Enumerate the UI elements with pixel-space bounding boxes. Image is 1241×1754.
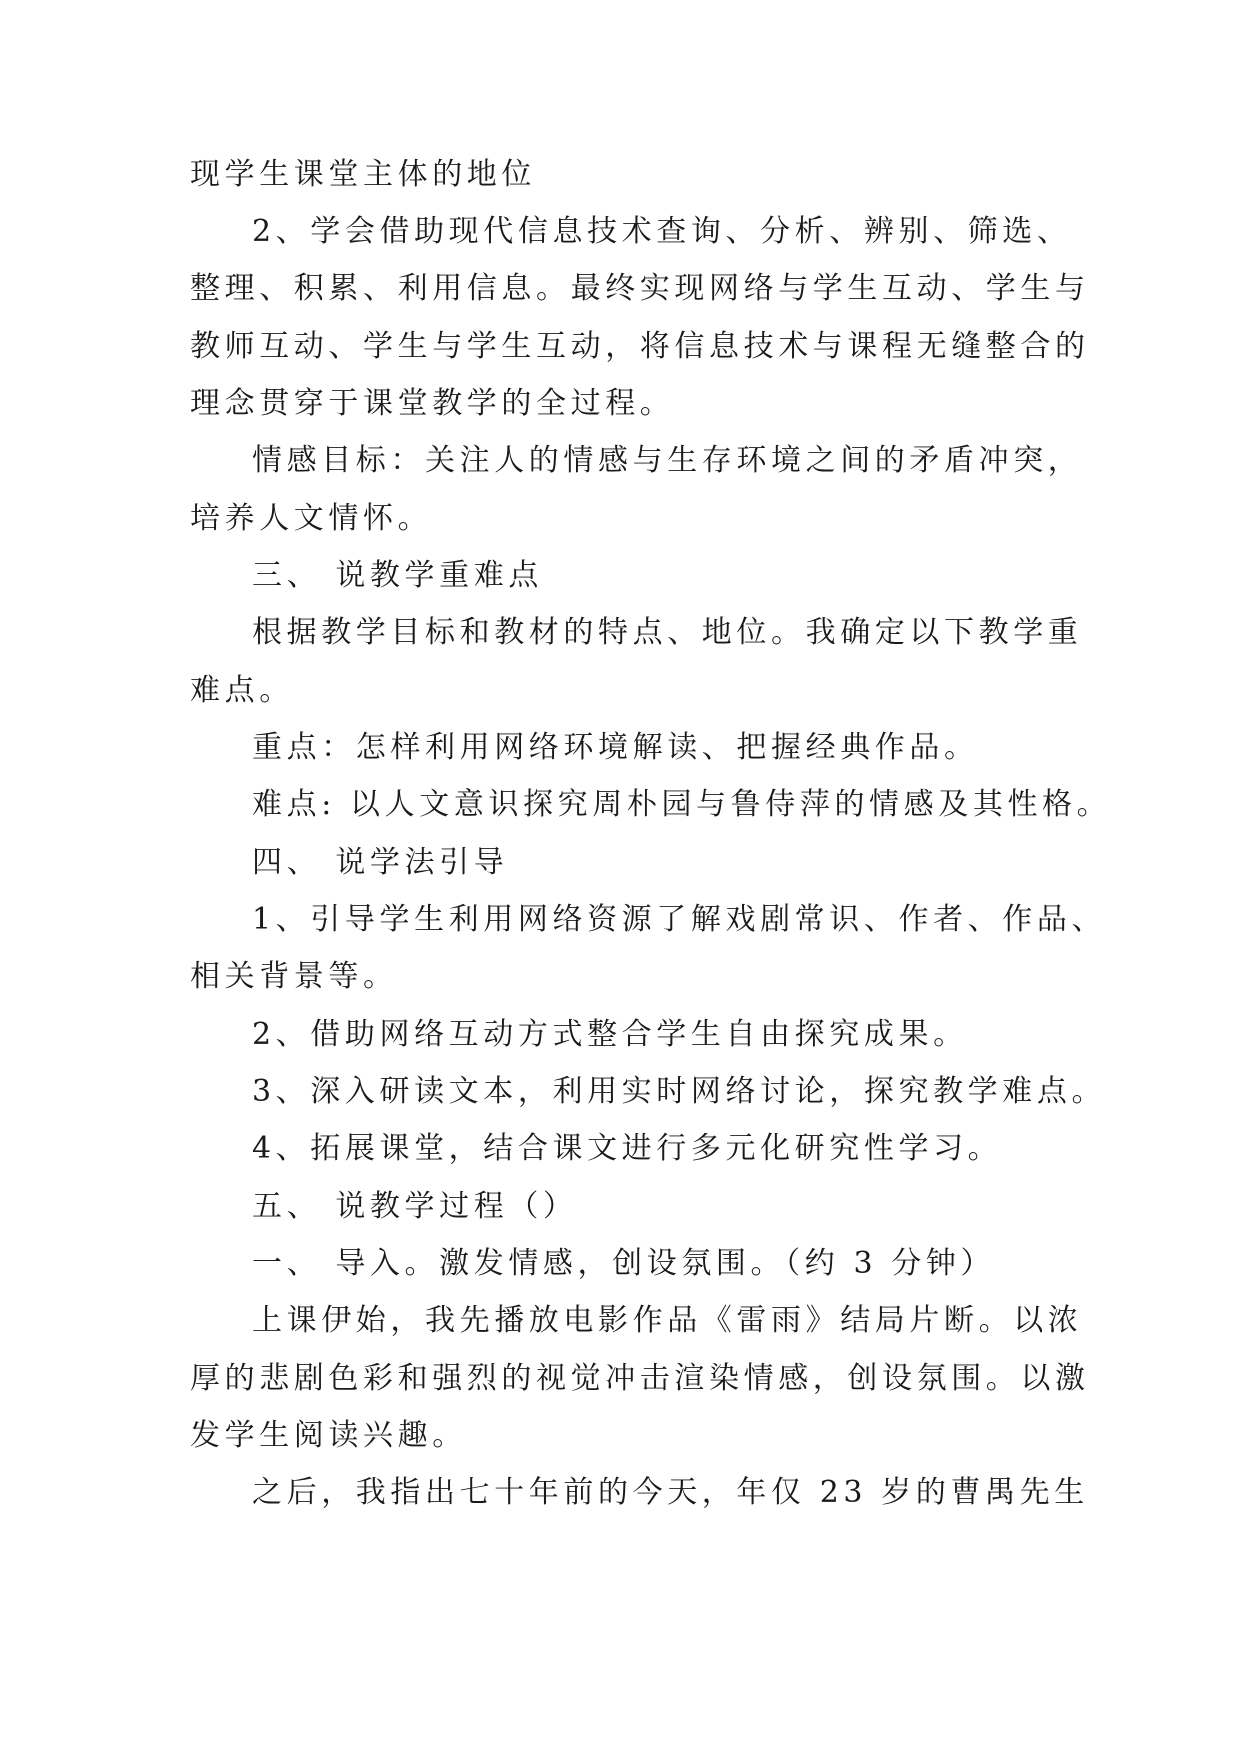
text-line: 1、引导学生利用网络资源了解戏剧常识、作者、作品、 — [252, 902, 1107, 937]
text-line: 厚的悲剧色彩和强烈的视觉冲击渲染情感，创设氛围。以激 — [190, 1361, 1090, 1396]
text-line: 难点: 以人文意识探究周朴园与鲁侍萍的情感及其性格。 — [252, 787, 1112, 822]
text-line: 2、借助网络互动方式整合学生自由探究成果。 — [252, 1017, 968, 1052]
text-line: 3、深入研读文本，利用实时网络讨论，探究教学难点。 — [252, 1074, 1107, 1109]
text-line: 现学生课堂主体的地位 — [190, 157, 536, 192]
text-line: 理念贯穿于课堂教学的全过程。 — [190, 386, 675, 421]
text-line: 情感目标：关注人的情感与生存环境之间的矛盾冲突， — [252, 443, 1083, 478]
section-heading: 三、 说教学重难点 — [252, 558, 543, 593]
text-line: 整理、积累、利用信息。最终实现网络与学生互动、学生与 — [190, 271, 1090, 306]
text-line: 之后，我指出七十年前的今天，年仅 23 岁的曹禺先生 — [252, 1475, 1089, 1510]
text-line: 相关背景等。 — [190, 959, 398, 994]
sub-heading: 一、 导入。激发情感，创设氛围。（约 3 分钟） — [252, 1246, 996, 1281]
text-line: 上课伊始，我先播放电影作品《雷雨》结局片断。以浓 — [252, 1303, 1083, 1338]
section-heading: 四、 说学法引导 — [252, 845, 509, 880]
text-line: 重点：怎样利用网络环境解读、把握经典作品。 — [252, 730, 979, 765]
text-line: 培养人文情怀。 — [190, 501, 433, 536]
text-line: 教师互动、学生与学生互动，将信息技术与课程无缝整合的 — [190, 329, 1090, 364]
section-heading: 五、 说教学过程（） — [252, 1189, 578, 1224]
text-line: 难点。 — [190, 673, 294, 708]
text-line: 根据教学目标和教材的特点、地位。我确定以下教学重 — [252, 615, 1083, 650]
text-line: 4、拓展课堂，结合课文进行多元化研究性学习。 — [252, 1131, 1003, 1166]
text-line: 发学生阅读兴趣。 — [190, 1418, 467, 1453]
text-line: 2、学会借助现代信息技术查询、分析、辨别、筛选、 — [252, 214, 1072, 249]
